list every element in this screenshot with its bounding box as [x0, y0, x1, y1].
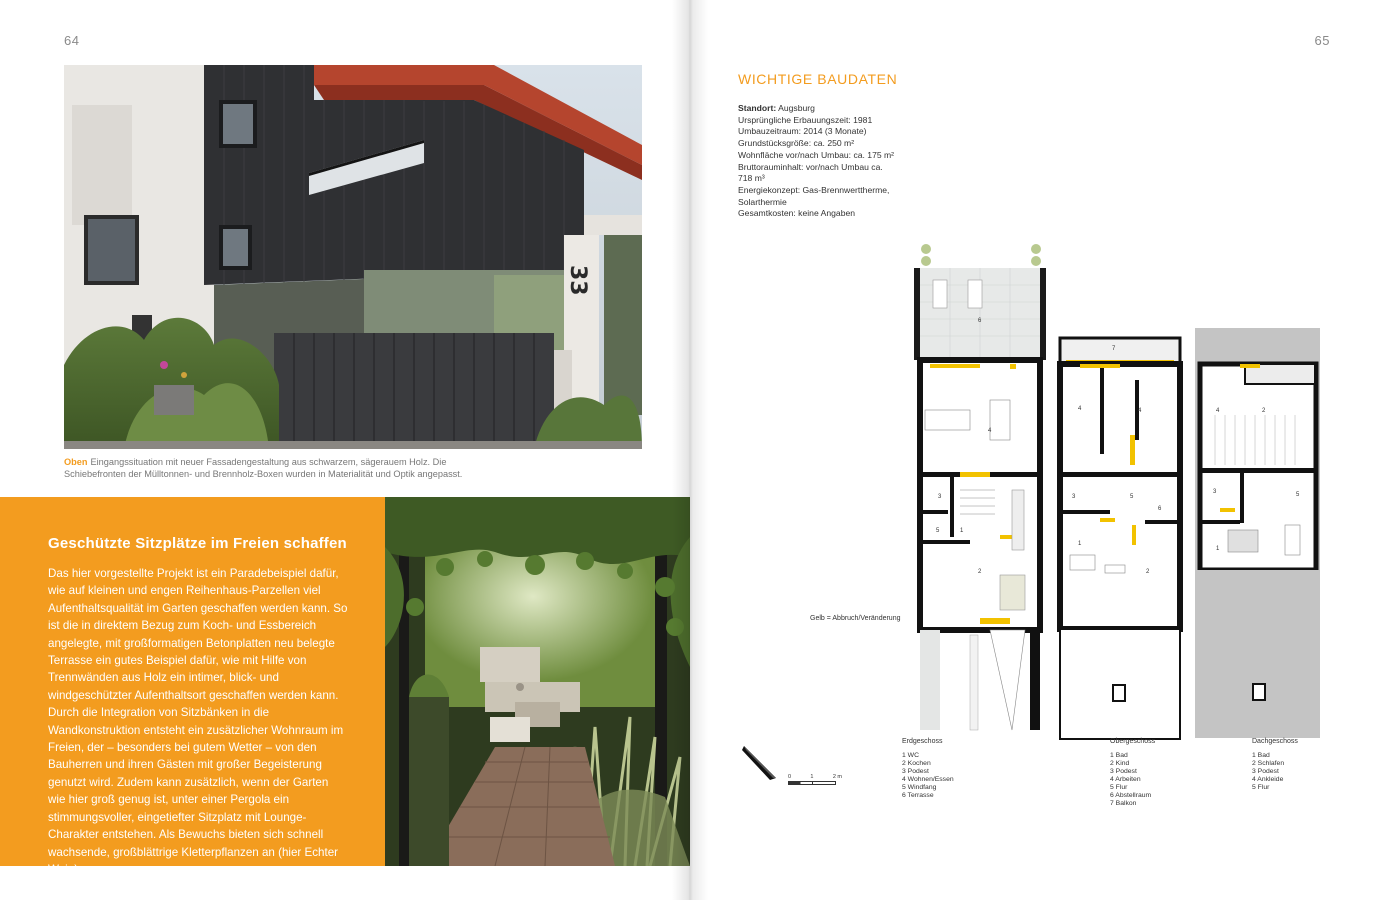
fact-row: Standort: Augsburg — [738, 103, 815, 113]
fact-row: Gesamtkosten: keine Angaben — [738, 208, 856, 219]
svg-text:2: 2 — [1146, 569, 1150, 575]
svg-text:2: 2 — [1262, 408, 1266, 414]
svg-text:4: 4 — [1216, 408, 1220, 414]
fact-row: Grundstücksgröße: ca. 250 m² — [738, 138, 855, 149]
svg-text:5: 5 — [1296, 492, 1300, 498]
pergola-photo — [385, 497, 690, 866]
plan-dachgeschoss — [1195, 328, 1320, 738]
baudaten-list — [738, 103, 938, 220]
info-box — [0, 497, 385, 876]
page-number-right: 65 — [1314, 33, 1330, 48]
floor-label-dg: Dachgeschoss — [1252, 738, 1298, 745]
svg-text:4: 4 — [1078, 406, 1082, 412]
svg-text:1: 1 — [960, 528, 964, 534]
svg-text:2: 2 — [978, 569, 982, 575]
plan-erdgeschoss — [914, 244, 1046, 730]
fact-row: Wohnfläche vor/nach Umbau: ca. 175 m² — [738, 149, 895, 160]
photo-caption — [64, 456, 484, 480]
svg-text:1: 1 — [1216, 546, 1220, 552]
caption-text: Eingangssituation mit neuer Fassadengestaltung aus schwarzem, sägerauem Holz. Die Schiebefronten der Mülltonnen- und Brennholz-Boxen wurden in Materialität und Optik angepasst. — [64, 457, 463, 479]
house-number: 33 — [565, 265, 590, 296]
facade-photo — [64, 65, 642, 449]
room-list-eg: 1 WC 2 Kochen 3 Podest 4 Wohnen/Essen 5 Windfang 6 Terrasse — [902, 752, 954, 799]
page-number-left: 64 — [64, 33, 80, 48]
svg-text:3: 3 — [1072, 494, 1076, 500]
svg-text:3: 3 — [1213, 489, 1217, 495]
left-page — [0, 0, 690, 900]
north-arrow-icon — [742, 742, 782, 782]
svg-text:3: 3 — [938, 494, 942, 500]
caption-lead: Oben — [64, 457, 88, 467]
svg-text:4: 4 — [1138, 408, 1142, 414]
floor-label-eg: Erdgeschoss — [902, 738, 943, 745]
room-list-og: 1 Bad 2 Kind 3 Podest 4 Arbeiten 5 Flur 6 Abstellraum 7 Balkon — [1110, 752, 1152, 807]
box-text: Das hier vorgestellte Projekt ist ein Paradebeispiel dafür, wie auf kleinen und engen Reihenhaus-Parzellen viel Aufenthaltsqualität im Garten geschaffen werden kann. So ist die in direktem Bezug zum Koch- und Essbereich angelegte, mit großformatigen Betonplatten neu belegte Terrasse ein gutes Beispiel dafür, wie mit Hilfe von Trennwänden aus Holz ein intimer, blick- und windgeschützter Aufenthaltsort geschaffen werden kann. Durch die Integration von Sitzbänken in die Wandkonstruktion entsteht ein zusätzlicher Wohnraum im Freien, der – besonders bei gutem Wetter – von den Bauherren und ihren Gästen mit großer Begeisterung genutzt wird. Zudem kann zusätzlich, wenn der Garten wie hier groß genug ist, unter einer Pergola ein stimmungsvoller, eingetiefter Sitzplatz mit Lounge-Charakter entstehen. Als Bewuchs bieten sich schnell wachsende, großblättrige Kletterpflanzen an (hier Echter Wein). — [48, 567, 348, 876]
svg-text:5: 5 — [1130, 494, 1134, 500]
book-gutter — [672, 0, 708, 900]
fact-row: Bruttorauminhalt: vor/nach Umbau ca. 718 m³ — [738, 161, 883, 184]
svg-text:6: 6 — [1158, 506, 1162, 512]
svg-text:7: 7 — [1112, 346, 1116, 352]
svg-text:6: 6 — [978, 318, 982, 324]
box-heading: Geschützte Sitzplätze im Freien schaffen — [48, 535, 347, 552]
fact-row: Umbauzeitraum: 2014 (3 Monate) — [738, 126, 867, 137]
scale-bar: 0 1 2 m — [788, 774, 842, 785]
svg-text:1: 1 — [1078, 541, 1082, 547]
plan-obergeschoss — [1060, 338, 1180, 739]
svg-text:5: 5 — [936, 528, 940, 534]
legend-note: Gelb = Abbruch/Veränderung — [810, 615, 901, 622]
baudaten-title: WICHTIGE BAUDATEN — [738, 71, 898, 87]
fact-row: Energiekonzept: Gas-Brennwerttherme, Solarthermie — [738, 184, 890, 207]
fact-row: Ursprüngliche Erbauungszeit: 1981 — [738, 114, 873, 125]
floor-label-og: Obergeschoss — [1110, 738, 1156, 745]
svg-text:4: 4 — [988, 428, 992, 434]
floor-plans — [900, 240, 1330, 760]
room-list-dg: 1 Bad 2 Schlafen 3 Podest 4 Ankleide 5 Flur — [1252, 752, 1285, 791]
